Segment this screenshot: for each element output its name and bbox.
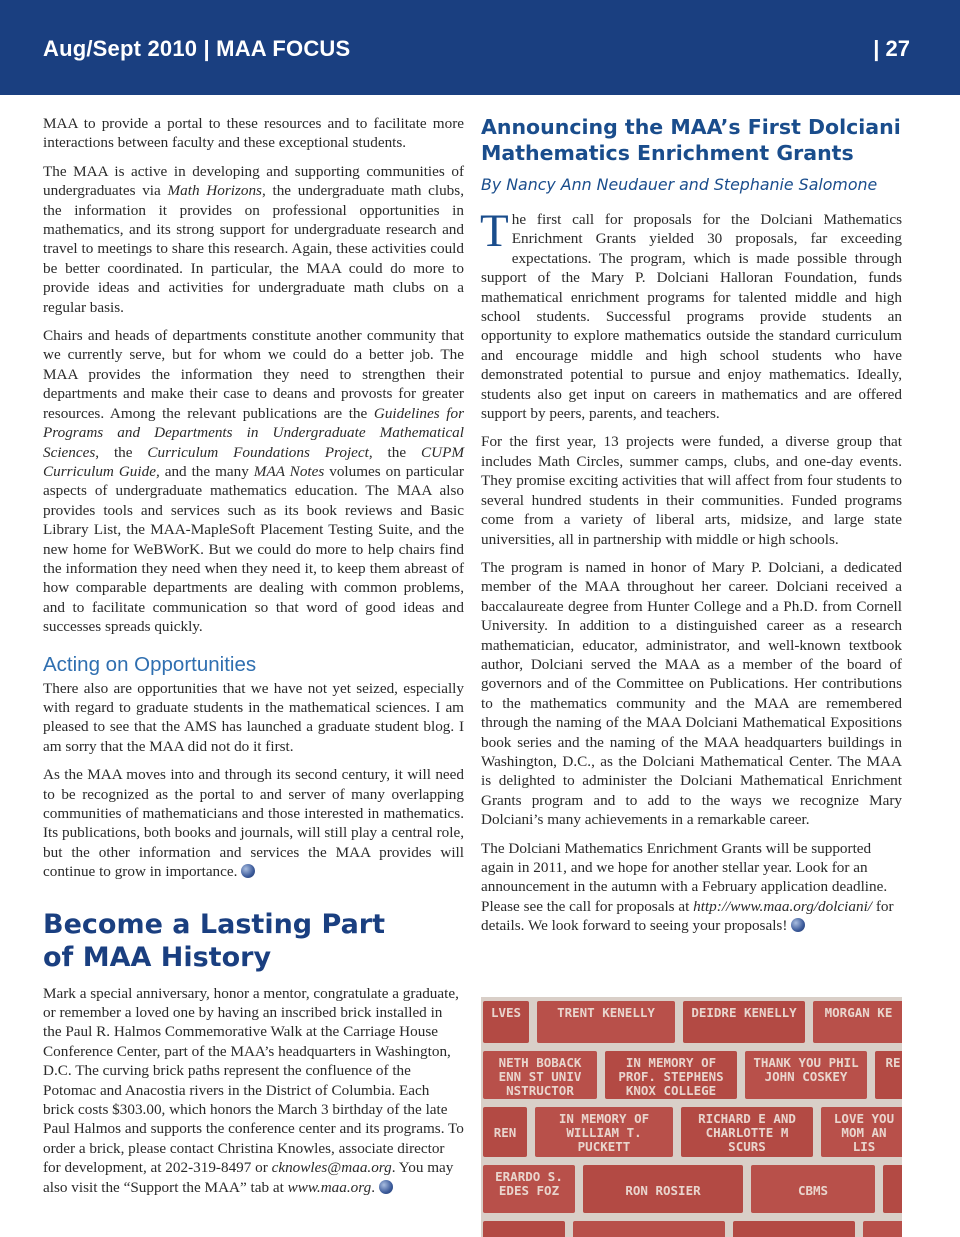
- brick-inscription: CBMS: [797, 1183, 829, 1198]
- paragraph: The Dolciani Mathematics Enrichment Grants will be supported again in 2011, and we hope for another stellar year. Look for an announcement in the autumn with a February application deadline. Please see the call for proposals at http://www.maa.org/dolciani/ for details. We look forward to seeing your proposals!: [481, 839, 894, 935]
- brick-inscription: IN MEMORY OF: [558, 1111, 650, 1126]
- end-mark-icon: [379, 1180, 393, 1194]
- end-mark-icon: [241, 864, 255, 878]
- drop-cap: T: [480, 205, 509, 257]
- brick-inscription: SCURS: [728, 1139, 766, 1154]
- brick-inscription: EDES FOZ: [498, 1183, 560, 1198]
- brick-inscription: RON ROSIER: [625, 1183, 701, 1198]
- brick-inscription: NETH BOBACK: [498, 1055, 582, 1070]
- issue-title: Aug/Sept 2010 | MAA FOCUS: [43, 36, 351, 61]
- paragraph: The MAA is active in developing and supporting communities of undergraduates via Math Horizons, the undergraduate math clubs, the information it provides on professional opportunities in mathematics, and its strong support for undergraduate research and travel to meetings to share this research. Again, these activities could be better coordinated. In particular, the MAA could do more to provide ideas and activities for undergraduate math clubs on a regular basis.: [43, 162, 464, 316]
- brick: [573, 1221, 725, 1237]
- brick-walk-photo: [481, 997, 902, 1237]
- email-link[interactable]: cknowles@maa.org: [271, 1159, 392, 1177]
- brick-inscription: ENN ST UNIV: [498, 1069, 582, 1084]
- brick-inscription: MOM AN: [841, 1125, 887, 1140]
- paragraph: Chairs and heads of departments constitute another community that we currently serve, but for whom we could do a better job. The MAA provides the information they need to strengthen their departments and make their case to deans and provosts for greater resources. Among the relevant publications are the Guidelines for Programs and Departments in Undergraduate Mathematical Sciences, the Curriculum Foundations Project, the CUPM Curriculum Guide, and the many MAA Notes volumes on particular aspects of undergraduate mathematics education. The MAA also provides tools and services such as its book reviews and Basic Library List, the MAA-MapleSoft Placement Testing Suite, and the new home for WeBWorK. But we could do more to help chairs find the information they need when they need it, to keep them abreast of how comparable departments are dealing with common problems, and to facilitate communication so that word of good ideas and successes spreads quickly.: [43, 327, 464, 636]
- brick-inscription: KNOX COLLEGE: [625, 1083, 717, 1098]
- brick: [733, 1221, 855, 1237]
- brick-inscription: NSTRUCTOR: [506, 1083, 574, 1098]
- dolciani-link[interactable]: http://www.maa.org/dolciani/: [693, 897, 873, 915]
- brick-inscription: DEIDRE KENELLY: [691, 1005, 797, 1020]
- brick-inscription: RICHARD E AND: [698, 1111, 796, 1126]
- brick-inscription: WILLIAM T.: [566, 1125, 642, 1140]
- brick-inscription: REN: [493, 1125, 517, 1140]
- article-title: Announcing the MAA’s First Dolciani Mathematics Enrichment Grants: [481, 115, 901, 165]
- page-header: [0, 0, 960, 95]
- brick-inscription: ERARDO S.: [495, 1169, 563, 1184]
- brick-inscription: JOHN COSKEY: [764, 1069, 848, 1084]
- brick-inscription: LVES: [490, 1005, 522, 1020]
- brick: [863, 1221, 902, 1237]
- website-link[interactable]: www.maa.org: [287, 1178, 372, 1196]
- paragraph: As the MAA moves into and through its second century, it will need to be recognized as the portal to and server of many overlapping communities of mathematicians and those interested in mathematics. Its publications, both books and journals, will still play a central role, but the other information and services the MAA provides will continue to grow in importance.: [43, 766, 464, 881]
- paragraph: Mark a special anniversary, honor a mentor, congratulate a graduate, or remember a loved one by having an inscribed brick installed in the Paul R. Halmos Commemorative Walk at the Carriage House Conference Center, part of the MAA’s headquarters in Washington, D.C. The curving brick paths represent the confluence of the Potomac and Anacostia rivers in the District of Columbia. Each brick costs $303.00, which honors the March 3 birthday of the late Paul Halmos and supports the conference center and its programs. To order a brick, please contact Christina Knowles, associate director for development, at 202-319-8497 or cknowles@maa.org. You may also visit the “Support the MAA” tab at www.maa.org.: [43, 984, 464, 1196]
- left-column: [43, 114, 464, 1206]
- brick-inscription: TRENT KENELLY: [557, 1005, 655, 1020]
- brick: [483, 1221, 565, 1237]
- paragraph: There also are opportunities that we have not yet seized, especially with regard to graduate students in the mathematical sciences. I am pleased to see that the AMS has launched a graduate student blog. I am sorry that the MAA did not do it first.: [43, 679, 464, 755]
- brick-inscription: PUCKETT: [577, 1139, 631, 1154]
- end-mark-icon: [791, 918, 805, 932]
- brick-inscription: LIS: [852, 1139, 876, 1154]
- brick-inscription: THANK YOU PHIL: [753, 1055, 859, 1070]
- section-subhead: Acting on Opportunities: [43, 652, 257, 676]
- brick-inscription: CHARLOTTE M: [705, 1125, 789, 1140]
- brick: [883, 1165, 902, 1213]
- brick-inscription: IN MEMORY OF: [625, 1055, 717, 1070]
- paragraph: The first call for proposals for the Dolciani Mathematics Enrichment Grants yielded 30 proposals, far exceeding expectations. The program, which is made possible through support of the Mary P. Dolciani Halloran Foundation, funds mathematical enrichment programs for talented middle and high school students. Successful programs provide students an opportunity to explore mathematics outside the standard curriculum and encourage middle and high school students who have demonstrated potential to pursue and enjoy mathematics. Ideally, students also get input on careers in mathematics and are offered support by peers, parents, and teachers.: [480, 205, 902, 423]
- paragraph: For the first year, 13 projects were funded, a diverse group that includes Math Circles, summer camps, clubs, and one-day events. They promise exciting activities that will affect from four students to several hundred students in their communities. Funded programs come from a variety of liberal arts, midsize, and large state universities, all in partnership with middle or high schools.: [481, 433, 902, 548]
- brick-photo-svg: [481, 997, 902, 1237]
- section-headline: Become a Lasting Part of MAA History: [43, 908, 386, 973]
- paragraph: MAA to provide a portal to these resources and to facilitate more interactions between faculty and these exceptional students.: [43, 115, 464, 152]
- brick-inscription: PROF. STEPHENS: [618, 1069, 724, 1084]
- brick-inscription: LOVE YOU: [833, 1111, 895, 1126]
- paragraph: The program is named in honor of Mary P. Dolciani, a dedicated member of the MAA throughout her career. Dolciani received a baccalaureate degree from Hunter College and a Ph.D. from Cornell University. In addition to a distinguished career as a research mathematician, educator, administrator, and well-known textbook author, Dolciani served the MAA as a member of the board of governors and of the Committee on Publications. Her contributions to the mathematics community and the MAA are remembered through the naming of the MAA Dolciani Mathematical Expositions book series and the naming of the MAA headquarters buildings in Washington, D.C., as the Dolciani Mathematical Center. The MAA is delighted to administer the Dolciani Mathematical Enrichment Grants program and to add to the ways we recognize Mary Dolciani’s many achievements in a remarkable career.: [481, 558, 902, 829]
- right-column: [481, 114, 902, 945]
- page-number: | 27: [873, 36, 910, 61]
- article-byline: By Nancy Ann Neudauer and Stephanie Salomone: [481, 175, 878, 194]
- brick-inscription: MORGAN KE: [824, 1005, 893, 1020]
- brick-inscription: RE: [885, 1055, 901, 1070]
